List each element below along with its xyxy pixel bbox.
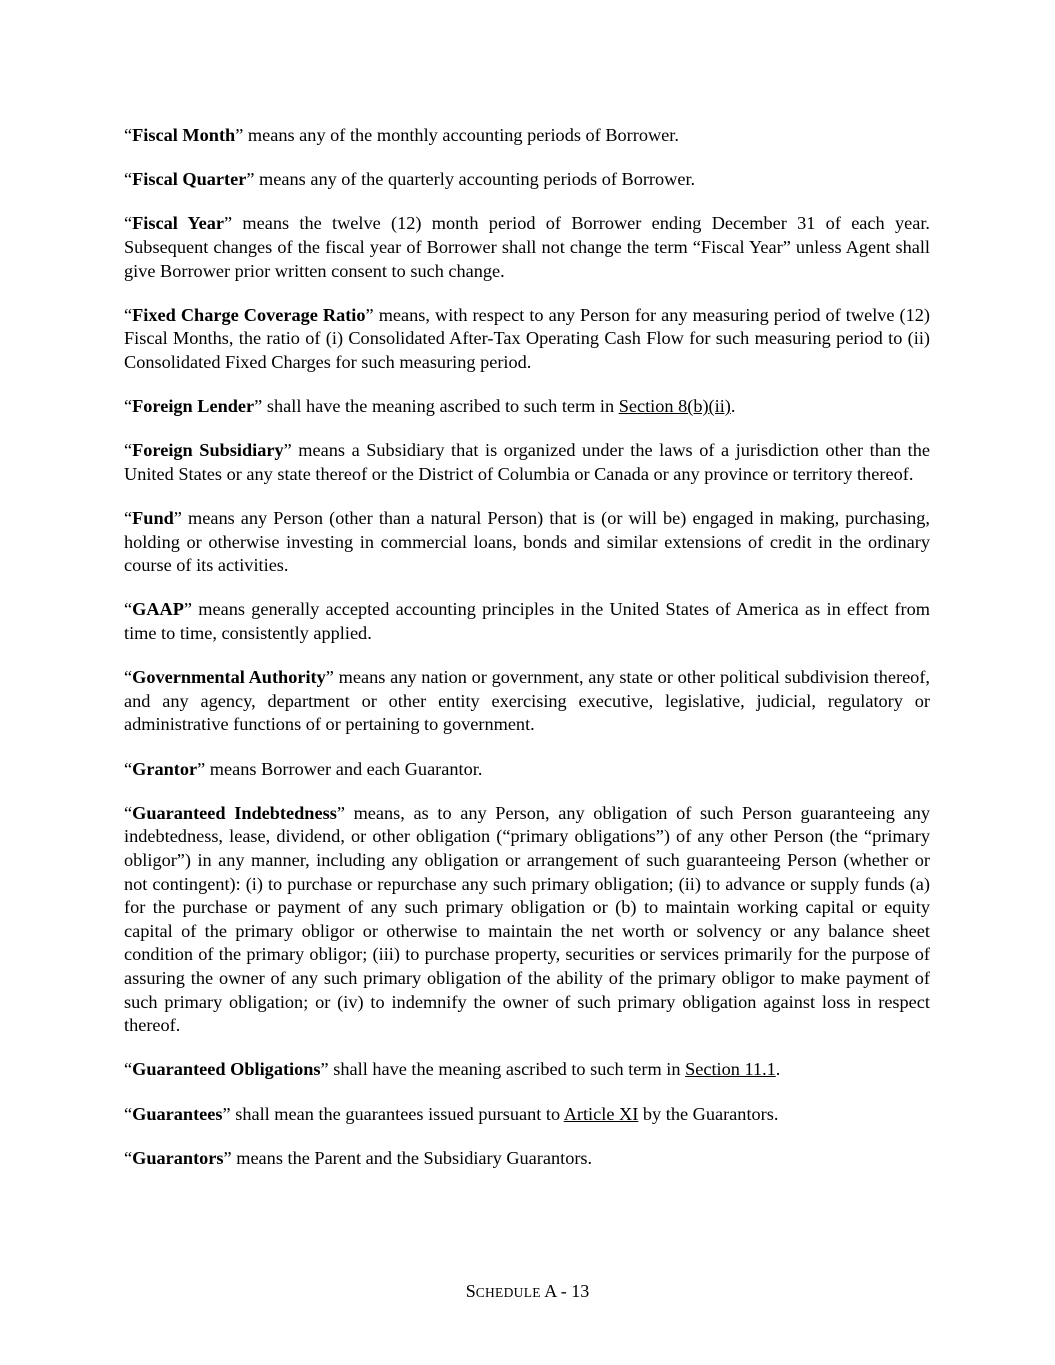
- defined-term: Fixed Charge Coverage Ratio: [132, 304, 366, 325]
- article-reference-link[interactable]: Article XI: [563, 1103, 639, 1124]
- definition-text: shall mean the guarantees issued pursuant to: [230, 1103, 564, 1124]
- defined-term: Fiscal Quarter: [132, 169, 247, 190]
- definition-text: means the twelve (12) month period of Borrower ending December 31 of each year. Subsequent changes of the fiscal year of Borrower shall not change the term “Fiscal Year” unless Agent shall give Borrower prior written consent to such change.: [124, 213, 930, 281]
- definition-gaap: “GAAP” means generally accepted accounting principles in the United States of America as in effect from time to time, consistently applied.: [124, 599, 930, 644]
- defined-term: Fiscal Year: [132, 213, 224, 234]
- definition-fiscal-year: “Fiscal Year” means the twelve (12) month period of Borrower ending December 31 of each year. Subsequent changes of the fiscal year of Borrower shall not change the term “Fiscal Year” unless Agent shall give Borrower prior written consent to such change.: [124, 213, 930, 281]
- footer-page-number: A - 13: [540, 1281, 590, 1301]
- defined-term: Guaranteed Indebtedness: [132, 802, 337, 823]
- definition-guaranteed-indebtedness: “Guaranteed Indebtedness” means, as to any Person, any obligation of such Person guaranteeing any indebtedness, lease, dividend, or other obligation (“primary obligations”) of any other Person (the “primary obligor”) in any manner, including any obligation or arrangement of such guaranteeing Person (whether or not contingent): (i) to purchase or repurchase any such primary obligation; (ii) to advance or supply funds (a) for the purchase or payment of any such primary obligation or (b) to maintain working capital or equity capital of the primary obligor or otherwise to maintain the net worth or solvency or any balance sheet condition of the primary obligor; (iii) to purchase property, securities or services primarily for the purpose of assuring the owner of any such primary obligation of the ability of the primary obligor to make payment of such primary obligation; or (iv) to indemnify the owner of such primary obligation against loss in respect thereof.: [124, 802, 930, 1036]
- definition-grantor: “Grantor” means Borrower and each Guarantor.: [124, 758, 483, 779]
- defined-term: Grantor: [132, 758, 198, 779]
- definition-text: means any nation or government, any state or other political subdivision thereof, and any agency, department or other entity exercising executive, legislative, judicial, regulatory or administrative functions of or pertaining to government.: [124, 667, 930, 735]
- defined-term: Foreign Subsidiary: [132, 440, 284, 461]
- definition-text-end: .: [775, 1059, 781, 1080]
- definition-text: shall have the meaning ascribed to such term in: [328, 1059, 686, 1080]
- page-footer: [0, 1281, 1055, 1302]
- footer-schedule-small-caps: CHEDULE: [475, 1285, 541, 1300]
- defined-term: GAAP: [132, 599, 184, 620]
- definition-text: shall have the meaning ascribed to such term in: [262, 396, 619, 417]
- definition-text: means any of the quarterly accounting periods of Borrower.: [254, 169, 696, 190]
- definition-text-end: by the Guarantors.: [638, 1103, 779, 1124]
- definition-fiscal-month: “Fiscal Month” means any of the monthly accounting periods of Borrower.: [124, 125, 679, 145]
- section-reference-link[interactable]: Section 8(b)(ii): [618, 396, 731, 417]
- definition-guarantors: “Guarantors” means the Parent and the Subsidiary Guarantors.: [124, 1147, 593, 1168]
- definition-text: means any Person (other than a natural Person) that is (or will be) engaged in making, purchasing, holding or otherwise investing in commercial loans, bonds and similar extensions of credit in the ordinary course of its activities.: [124, 508, 930, 576]
- section-reference-link[interactable]: Section 11.1: [685, 1059, 776, 1080]
- definition-governmental-authority: “Governmental Authority” means any nation or government, any state or other political subdivision thereof, and any agency, department or other entity exercising executive, legislative, judicial, regulatory or administrative functions of or pertaining to government.: [124, 667, 930, 735]
- definition-text: means generally accepted accounting principles in the United States of America as in effect from time to time, consistently applied.: [124, 599, 930, 644]
- definition-text: means the Parent and the Subsidiary Guarantors.: [231, 1147, 593, 1168]
- definition-text-end: .: [730, 396, 736, 417]
- defined-term: Guarantees: [132, 1103, 223, 1124]
- definitions-list: [124, 124, 930, 1191]
- definition-text: means any of the monthly accounting periods of Borrower.: [243, 125, 679, 145]
- definition-fiscal-quarter: “Fiscal Quarter” means any of the quarterly accounting periods of Borrower.: [124, 169, 696, 190]
- definition-text: means, as to any Person, any obligation of such Person guaranteeing any indebtedness, lease, dividend, or other obligation (“primary obligations”) of any other Person (the “primary obligor”) in any manner, including any obligation or arrangement of such guaranteeing Person (whether or not contingent): (i) to purchase or repurchase any such primary obligation; (ii) to advance or supply funds (a) for the purchase or payment of any such primary obligation or (b) to maintain working capital or equity capital of the primary obligor or otherwise to maintain the net worth or solvency or any balance sheet condition of the primary obligor; (iii) to purchase property, securities or services primarily for the purpose of assuring the owner of any such primary obligation of the ability of the primary obligor to make payment of such primary obligation; or (iv) to indemnify the owner of such primary obligation against loss in respect thereof.: [124, 802, 930, 1036]
- definition-guarantees: “Guarantees” shall mean the guarantees issued pursuant to Article XI by the Guarantors.: [124, 1103, 779, 1124]
- footer-initial-s: S: [465, 1281, 476, 1301]
- definition-text: means, with respect to any Person for any measuring period of twelve (12) Fiscal Months, the ratio of (i) Consolidated After-Tax Operating Cash Flow for such measuring period to (ii) Consolidated Fixed Charges for such measuring period.: [124, 304, 931, 372]
- definition-fund: “Fund” means any Person (other than a natural Person) that is (or will be) engaged in making, purchasing, holding or otherwise investing in commercial loans, bonds and similar extensions of credit in the ordinary course of its activities.: [124, 508, 930, 576]
- definition-text: means Borrower and each Guarantor.: [205, 758, 483, 779]
- definition-guaranteed-obligations: “Guaranteed Obligations” shall have the meaning ascribed to such term in Section 11.1.: [124, 1059, 781, 1080]
- defined-term: Fiscal Month: [132, 125, 236, 145]
- definition-text: means a Subsidiary that is organized under the laws of a jurisdiction other than the United States or any state thereof or the District of Columbia or Canada or any province or territory thereof.: [124, 440, 930, 484]
- definition-fixed-charge-coverage-ratio: “Fixed Charge Coverage Ratio” means, with respect to any Person for any measuring period of twelve (12) Fiscal Months, the ratio of (i) Consolidated After-Tax Operating Cash Flow for such measuring period to (ii) Consolidated Fixed Charges for such measuring period.: [124, 304, 931, 372]
- defined-term: Foreign Lender: [132, 396, 255, 417]
- defined-term: Guaranteed Obligations: [132, 1059, 321, 1080]
- definition-foreign-subsidiary: “Foreign Subsidiary” means a Subsidiary that is organized under the laws of a jurisdiction other than the United States or any state thereof or the District of Columbia or Canada or any province or territory thereof.: [124, 440, 930, 484]
- definition-foreign-lender: “Foreign Lender” shall have the meaning ascribed to such term in Section 8(b)(ii).: [124, 396, 736, 417]
- defined-term: Guarantors: [132, 1147, 224, 1168]
- defined-term: Governmental Authority: [132, 667, 326, 688]
- defined-term: Fund: [132, 508, 174, 529]
